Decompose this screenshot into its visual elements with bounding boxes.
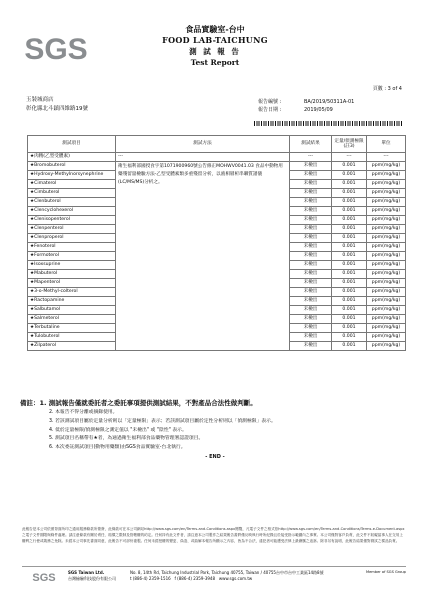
cell-limit: 0.001 bbox=[332, 171, 367, 180]
cell-method: 衛生福利部國授食字第1071900960號公告修正MOHWV0041.03 食品中動物用藥殘留量檢驗方法-乙型受體素類多重殘留分析，以液相層析串聯質譜儀(LC/MS/MS)分析之。 bbox=[116, 162, 290, 351]
cell-limit: 0.001 bbox=[332, 297, 367, 306]
company-zh: 台灣檢驗科技股份有限公司 bbox=[68, 575, 116, 581]
cell-unit: ppm(mg/kg) bbox=[367, 162, 406, 171]
cell-item: ★Salmeterol bbox=[28, 315, 116, 324]
cell-limit: 0.001 bbox=[332, 243, 367, 252]
footer-company bbox=[68, 570, 116, 581]
cell-limit: 0.001 bbox=[332, 198, 367, 207]
cell-unit: ppm(mg/kg) bbox=[367, 252, 406, 261]
cell-limit: 0.001 bbox=[332, 342, 367, 351]
cell-result: 未檢出 bbox=[290, 333, 332, 342]
group-limit: --- bbox=[332, 153, 367, 162]
footer-fax: f (886-4) 2359-3948 bbox=[174, 575, 215, 581]
cell-result: 未檢出 bbox=[290, 162, 332, 171]
cell-item: ★Tulobuterol bbox=[28, 333, 116, 342]
cell-unit: ppm(mg/kg) bbox=[367, 306, 406, 315]
cell-item: ★Clenproperol bbox=[28, 234, 116, 243]
cell-limit: 0.001 bbox=[332, 261, 367, 270]
cell-unit: ppm(mg/kg) bbox=[367, 225, 406, 234]
sgs-logo-text: SGS bbox=[24, 33, 88, 66]
cell-limit: 0.001 bbox=[332, 279, 367, 288]
cell-unit: ppm(mg/kg) bbox=[367, 279, 406, 288]
cell-result: 未檢出 bbox=[290, 243, 332, 252]
cell-item: ★Salbutamol bbox=[28, 306, 116, 315]
cell-limit: 0.001 bbox=[332, 270, 367, 279]
cell-limit: 0.001 bbox=[332, 306, 367, 315]
cell-result: 未檢出 bbox=[290, 288, 332, 297]
cell-unit: ppm(mg/kg) bbox=[367, 324, 406, 333]
note-5: 5. 測試項目名稱帶有★者，為通過衛生福利部食品藥物管理署認證項目。 bbox=[49, 436, 204, 442]
cell-result: 未檢出 bbox=[290, 279, 332, 288]
report-header bbox=[120, 24, 310, 68]
notes bbox=[20, 398, 410, 462]
report-no-label: 報告編號 : bbox=[258, 99, 282, 105]
end-marker: - END - bbox=[205, 453, 225, 460]
cell-limit: 0.001 bbox=[332, 324, 367, 333]
results-table bbox=[27, 135, 406, 351]
cell-result: 未檢出 bbox=[290, 225, 332, 234]
cell-unit: ppm(mg/kg) bbox=[367, 243, 406, 252]
lab-title-en: FOOD LAB-TAICHUNG bbox=[162, 35, 268, 45]
cell-item: ★Cimaterol bbox=[28, 180, 116, 189]
lab-title-zh: 食品實驗室-台中 bbox=[185, 24, 245, 34]
cell-limit: 0.001 bbox=[332, 315, 367, 324]
report-date-label: 報告日期 : bbox=[258, 107, 282, 113]
footer-address: No. 8, 14th Rd, Taichung Industrial Park, Taichung 40755, Taiwan / 40755台中市台中工業區14路8號 bbox=[130, 570, 324, 575]
footer-web: www.sgs.com.tw bbox=[218, 575, 253, 581]
cell-result: 未檢出 bbox=[290, 306, 332, 315]
footer-member: Member of SGS Group bbox=[366, 570, 406, 574]
barcode bbox=[254, 121, 402, 126]
cell-unit: ppm(mg/kg) bbox=[367, 261, 406, 270]
client-name: 玉裝城商店 bbox=[26, 97, 54, 103]
cell-item: ★Isoxsuprine bbox=[28, 261, 116, 270]
table-header-row bbox=[28, 136, 406, 153]
report-meta bbox=[258, 98, 354, 114]
header-unit: 單位 bbox=[367, 136, 406, 153]
cell-item: ★Hydroxy-Methylnorsynephrine bbox=[28, 171, 116, 180]
cell-limit: 0.001 bbox=[332, 180, 367, 189]
cell-unit: ppm(mg/kg) bbox=[367, 315, 406, 324]
cell-unit: ppm(mg/kg) bbox=[367, 216, 406, 225]
group-result: --- bbox=[290, 153, 332, 162]
group-unit: --- bbox=[367, 153, 406, 162]
cell-limit: 0.001 bbox=[332, 252, 367, 261]
cell-limit: 0.001 bbox=[332, 207, 367, 216]
cell-unit: ppm(mg/kg) bbox=[367, 207, 406, 216]
cell-item: ★Clenpenterol bbox=[28, 225, 116, 234]
cell-result: 未檢出 bbox=[290, 198, 332, 207]
sgs-logo bbox=[24, 30, 88, 66]
cell-unit: ppm(mg/kg) bbox=[367, 198, 406, 207]
cell-item: ★Clenisopenterol bbox=[28, 216, 116, 225]
cell-unit: ppm(mg/kg) bbox=[367, 333, 406, 342]
client-address: 彰化縣北斗鎮四維路19號 bbox=[26, 106, 88, 112]
page-number: 頁數 : 3 of 4 bbox=[372, 86, 402, 92]
header-item: 測試項目 bbox=[28, 136, 116, 153]
report-date: 2019/05/09 bbox=[304, 107, 333, 113]
cell-result: 未檢出 bbox=[290, 342, 332, 351]
cell-result: 未檢出 bbox=[290, 189, 332, 198]
cell-limit: 0.001 bbox=[332, 288, 367, 297]
group-item: ★肉精(乙型受體素) bbox=[28, 153, 116, 162]
notes-lead: 備註：1. 測試報告僅就委託者之委託事項提供測試結果，不對產品合法性做判斷。 bbox=[20, 399, 257, 407]
group-row bbox=[28, 153, 406, 162]
cell-item: ★Formoterol bbox=[28, 252, 116, 261]
disclaimer: 此報告是本公司依照背面所印之通用服務條款所簽發，此條款可在本公司網站http://www.sgs.com/en/Terms-and-Conditions.aspx閱覽，凡電子文件之格式依http://www.sgs.com/en/Terms-and-Conditions/Terms-e-Document.aspx之電子文件期限與條件處理。請注意條款有關於責任、賠償之限制及管轄權的約定。任何持有此文件者，請注意本公司製作之結果報告書將僅反映執行時所紀錄且於接受指示範圍內之事實。本公司僅對客戶負責，此文件不妨礙當事人在交易上權利之行使或義務之免除。未經本公司事先書面同意，此報告不可部份複製。任何未經授權的變更、偽造、或曲解本報告所顯示之內容，皆為不合法，違犯者可能遭受法律上最嚴厲之追訴。除非另有說明，此報告結果僅對測試之樣品負責。 bbox=[22, 527, 405, 544]
cell-item: ★3-o-Methyl-colterol bbox=[28, 288, 116, 297]
footer-contact bbox=[130, 570, 324, 581]
cell-result: 未檢出 bbox=[290, 261, 332, 270]
note-3: 3. 若該測試項目屬於定量分析則以「定量極限」表示；若該測試項目屬於定性分析則以「偵測極限」表示。 bbox=[49, 418, 276, 424]
cell-result: 未檢出 bbox=[290, 324, 332, 333]
cell-limit: 0.001 bbox=[332, 216, 367, 225]
cell-unit: ppm(mg/kg) bbox=[367, 180, 406, 189]
report-no: BA/2019/50311A-01 bbox=[304, 99, 355, 105]
cell-item: ★Mabuterol bbox=[28, 270, 116, 279]
cell-item: ★Clencyclohexerol bbox=[28, 207, 116, 216]
company-en: SGS Taiwan Ltd. bbox=[68, 570, 105, 575]
cell-item: ★Zilpaterol bbox=[28, 342, 116, 351]
cell-item: ★Clenbuterol bbox=[28, 198, 116, 207]
header-limit: 定量/偵測極限(註3) bbox=[332, 136, 367, 153]
cell-item: ★Mapenterol bbox=[28, 279, 116, 288]
report-title-zh: 測 試 報 告 bbox=[189, 47, 241, 56]
cell-unit: ppm(mg/kg) bbox=[367, 342, 406, 351]
cell-limit: 0.001 bbox=[332, 189, 367, 198]
cell-unit: ppm(mg/kg) bbox=[367, 171, 406, 180]
cell-result: 未檢出 bbox=[290, 207, 332, 216]
cell-unit: ppm(mg/kg) bbox=[367, 288, 406, 297]
report-title-en: Test Report bbox=[190, 58, 240, 67]
header-result: 測試結果 bbox=[290, 136, 332, 153]
cell-result: 未檢出 bbox=[290, 171, 332, 180]
cell-result: 未檢出 bbox=[290, 252, 332, 261]
group-method: --- bbox=[116, 153, 290, 162]
cell-limit: 0.001 bbox=[332, 162, 367, 171]
cell-limit: 0.001 bbox=[332, 333, 367, 342]
footer bbox=[22, 566, 406, 586]
cell-item: ★Ractopamine bbox=[28, 297, 116, 306]
note-6: 6. 本次委託測試項目(動物用藥類)由SGS食品實驗室-台北執行。 bbox=[49, 445, 186, 451]
footer-logo-text: SGS bbox=[32, 572, 56, 584]
note-2: 2. 本報告不得分離或摘錄使用。 bbox=[49, 410, 118, 415]
footer-sgs-logo bbox=[24, 571, 64, 583]
cell-item: ★Cimbuterol bbox=[28, 189, 116, 198]
cell-result: 未檢出 bbox=[290, 180, 332, 189]
cell-limit: 0.001 bbox=[332, 225, 367, 234]
note-4: 4. 低於定量極限/偵測極限之測定值以 "未檢出" 或 "陰性" 表示。 bbox=[49, 427, 187, 433]
cell-unit: ppm(mg/kg) bbox=[367, 297, 406, 306]
cell-result: 未檢出 bbox=[290, 297, 332, 306]
cell-unit: ppm(mg/kg) bbox=[367, 189, 406, 198]
cell-unit: ppm(mg/kg) bbox=[367, 234, 406, 243]
table-row bbox=[28, 162, 406, 171]
cell-result: 未檢出 bbox=[290, 315, 332, 324]
cell-item: ★Terbutaline bbox=[28, 324, 116, 333]
cell-item: ★Fenoterol bbox=[28, 243, 116, 252]
cell-result: 未檢出 bbox=[290, 234, 332, 243]
cell-item: ★Bromobuterol bbox=[28, 162, 116, 171]
client-block bbox=[26, 96, 88, 114]
cell-unit: ppm(mg/kg) bbox=[367, 270, 406, 279]
cell-limit: 0.001 bbox=[332, 234, 367, 243]
header-method: 測試方法 bbox=[116, 136, 290, 153]
cell-result: 未檢出 bbox=[290, 216, 332, 225]
cell-result: 未檢出 bbox=[290, 270, 332, 279]
footer-tel: t (886-4) 2359-1516 bbox=[130, 575, 171, 581]
